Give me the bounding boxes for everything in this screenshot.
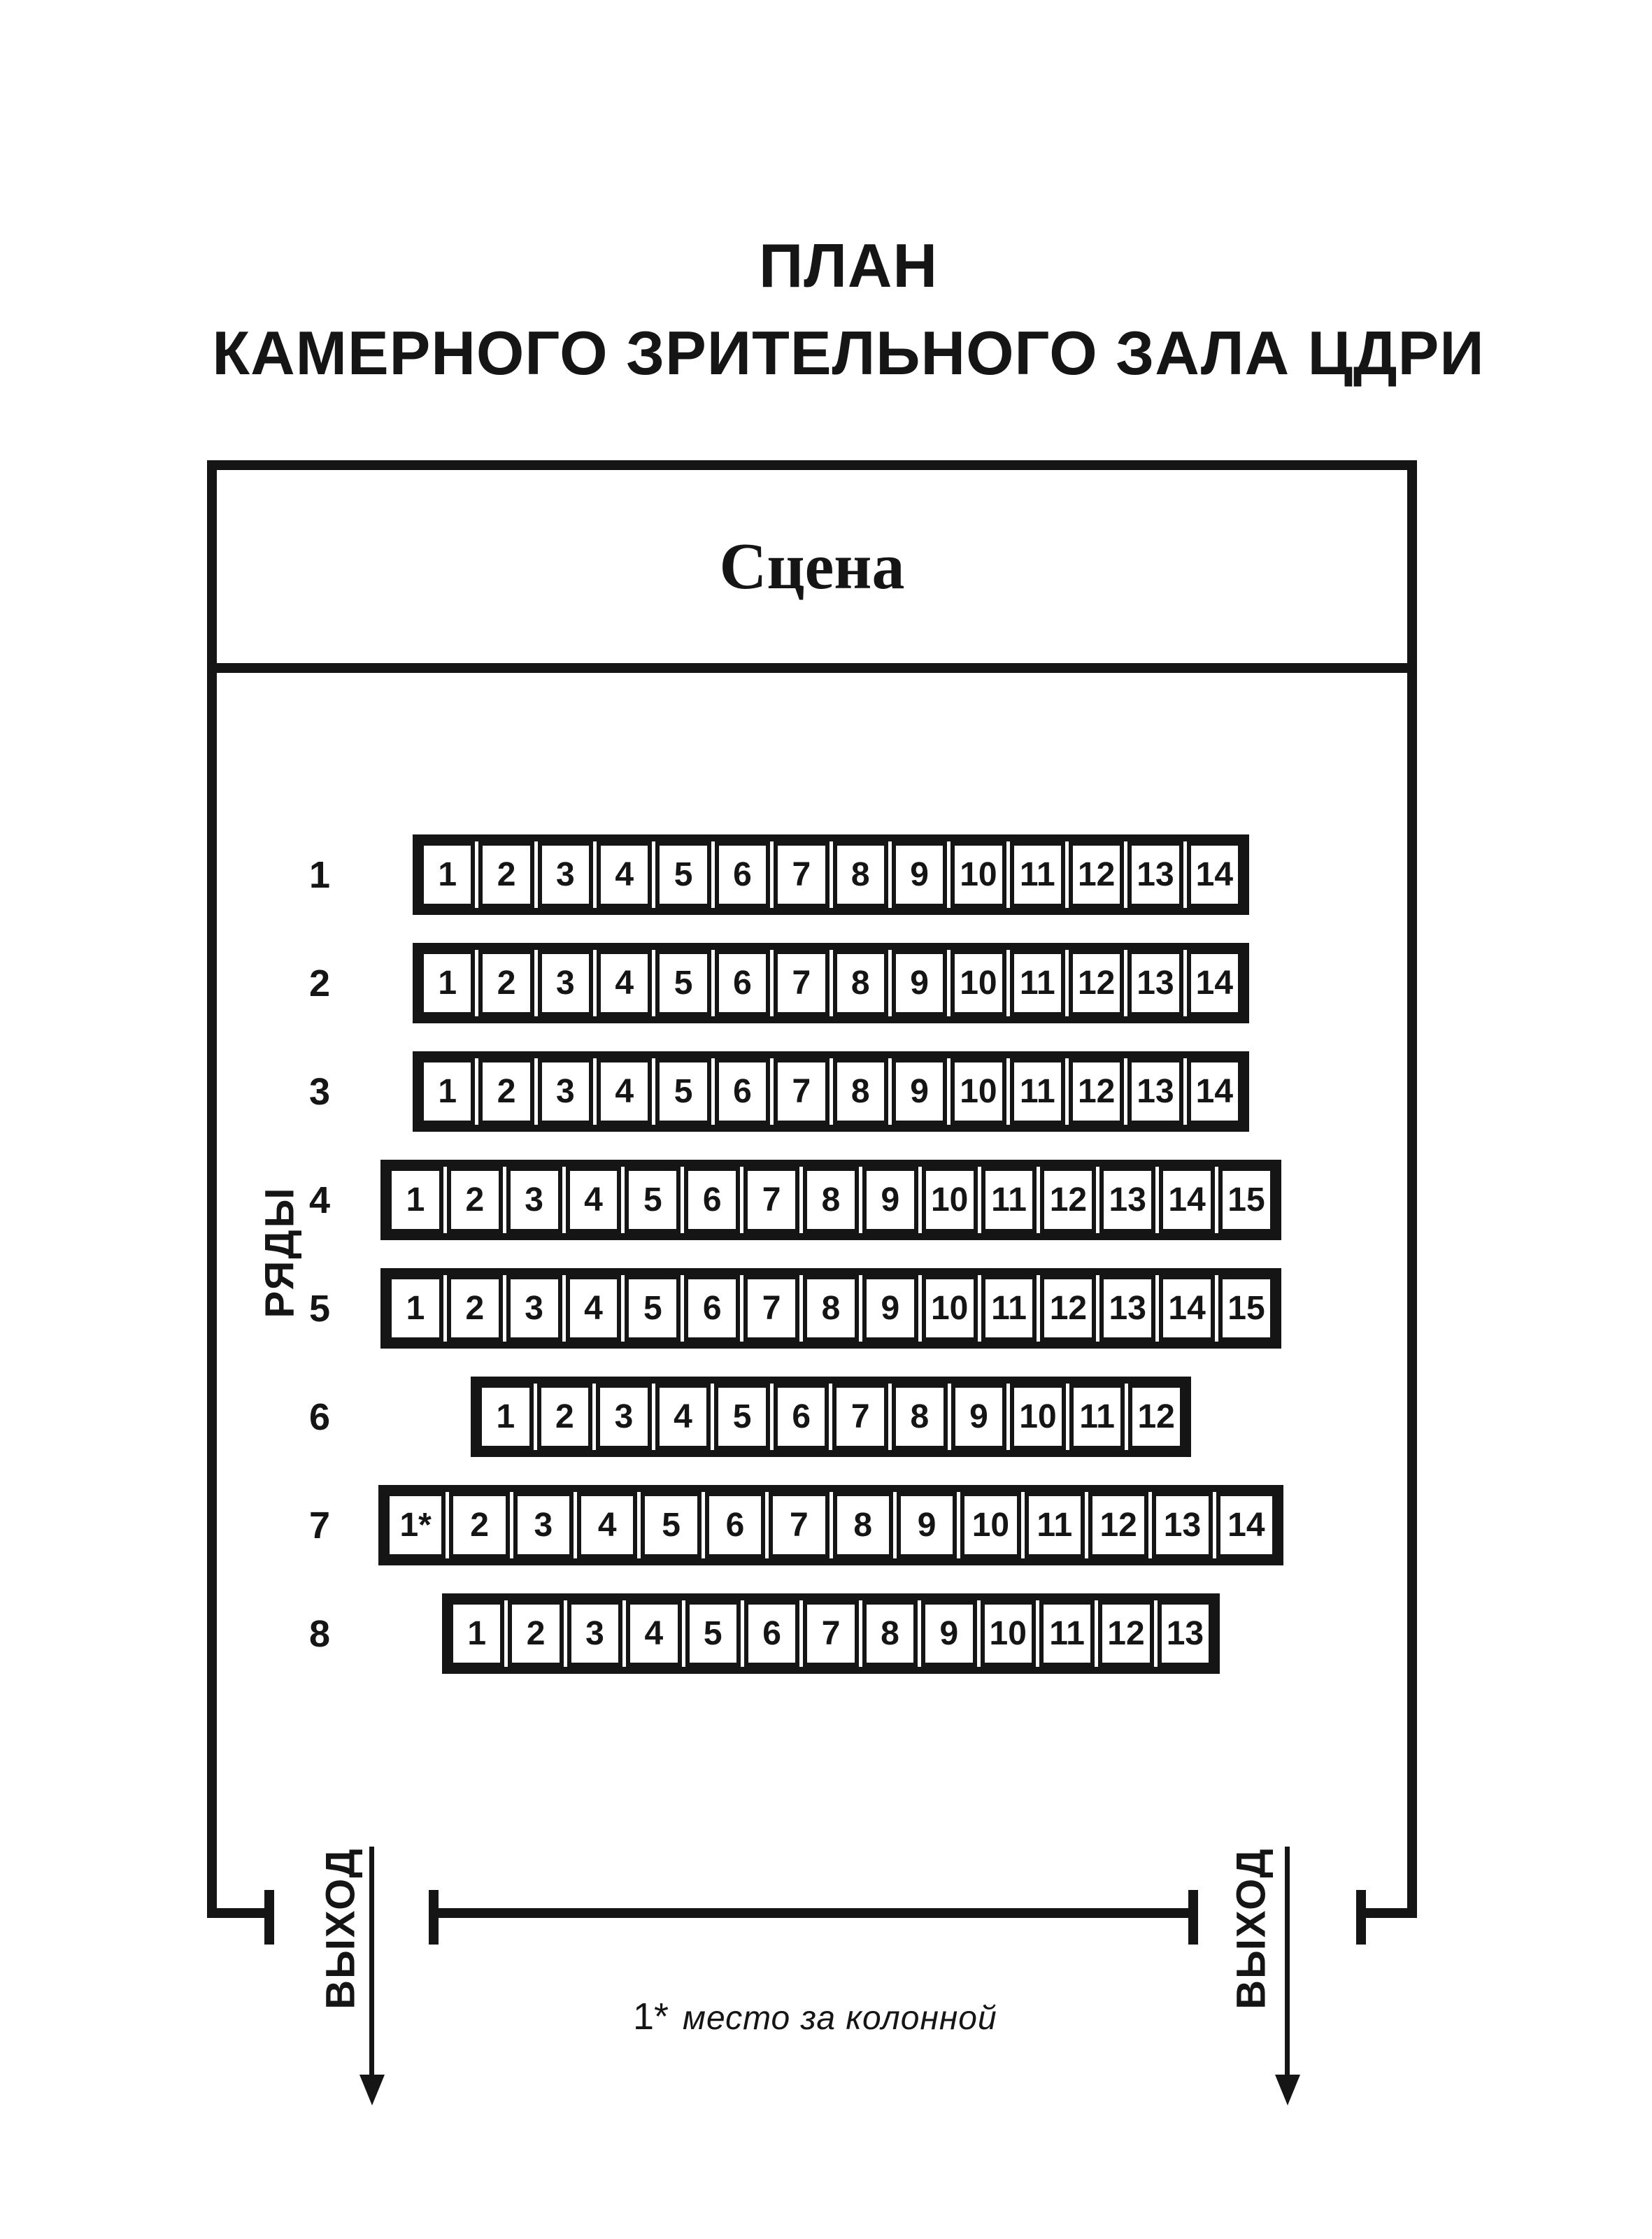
seat-1-7: 7 (774, 841, 829, 908)
hall-left-wall (207, 460, 217, 1918)
seat-7-2: 2 (449, 1492, 509, 1558)
seat-4-10: 10 (922, 1167, 978, 1233)
seat-1-11: 11 (1010, 841, 1065, 908)
seat-6-1: 1 (478, 1384, 534, 1450)
seat-row (413, 943, 1249, 1023)
seat-6-9: 9 (951, 1384, 1007, 1450)
seat-7-9: 9 (897, 1492, 957, 1558)
seat-4-2: 2 (447, 1167, 503, 1233)
seat-4-5: 5 (625, 1167, 681, 1233)
seat-7-5: 5 (641, 1492, 701, 1558)
seat-2-12: 12 (1069, 950, 1124, 1016)
seat-8-11: 11 (1039, 1600, 1095, 1667)
seat-6-8: 8 (892, 1384, 948, 1450)
seat-5-3: 3 (506, 1275, 562, 1342)
stage (207, 470, 1417, 663)
exit-arrow-left-head (359, 2075, 385, 2105)
seat-5-12: 12 (1040, 1275, 1096, 1342)
seat-row (380, 1160, 1281, 1240)
seat-5-1: 1 (387, 1275, 443, 1342)
seat-3-6: 6 (715, 1058, 770, 1125)
seat-1-6: 6 (715, 841, 770, 908)
seat-2-13: 13 (1127, 950, 1183, 1016)
row-label-3: 3 (308, 1070, 331, 1113)
seat-2-14: 14 (1187, 950, 1242, 1016)
seat-row (442, 1593, 1220, 1674)
seat-3-14: 14 (1187, 1058, 1242, 1125)
seat-3-5: 5 (655, 1058, 711, 1125)
seat-3-9: 9 (892, 1058, 947, 1125)
seat-4-11: 11 (981, 1167, 1037, 1233)
seat-1-5: 5 (655, 841, 711, 908)
seat-3-11: 11 (1010, 1058, 1065, 1125)
seat-7-14: 14 (1216, 1492, 1276, 1558)
seat-6-4: 4 (655, 1384, 711, 1450)
seat-4-9: 9 (862, 1167, 918, 1233)
seat-7-7: 7 (769, 1492, 829, 1558)
seat-7-11: 11 (1025, 1492, 1085, 1558)
seat-8-9: 9 (921, 1600, 976, 1667)
seat-6-11: 11 (1069, 1384, 1125, 1450)
seat-8-7: 7 (803, 1600, 858, 1667)
seat-2-5: 5 (655, 950, 711, 1016)
seat-2-11: 11 (1010, 950, 1065, 1016)
row-label-6: 6 (308, 1395, 331, 1438)
seat-2-6: 6 (715, 950, 770, 1016)
seat-8-3: 3 (567, 1600, 622, 1667)
seat-8-4: 4 (626, 1600, 681, 1667)
row-label-5: 5 (308, 1287, 331, 1330)
seat-4-7: 7 (743, 1167, 799, 1233)
stage-front-edge (207, 663, 1417, 673)
exit-arrow-right-line (1285, 1847, 1290, 2077)
seat-7-3: 3 (513, 1492, 574, 1558)
seat-7-6: 6 (705, 1492, 765, 1558)
seat-8-1: 1 (449, 1600, 504, 1667)
seat-8-2: 2 (508, 1600, 563, 1667)
seat-3-10: 10 (950, 1058, 1006, 1125)
seat-6-2: 2 (537, 1384, 593, 1450)
seat-5-4: 4 (566, 1275, 622, 1342)
seat-3-8: 8 (833, 1058, 888, 1125)
seat-5-11: 11 (981, 1275, 1037, 1342)
seat-row (380, 1268, 1281, 1349)
seat-5-13: 13 (1099, 1275, 1155, 1342)
seat-3-7: 7 (774, 1058, 829, 1125)
seat-7-12: 12 (1088, 1492, 1148, 1558)
seat-5-10: 10 (922, 1275, 978, 1342)
seat-8-12: 12 (1098, 1600, 1153, 1667)
page-title-line2: КАМЕРНОГО ЗРИТЕЛЬНОГО ЗАЛА ЦДРИ (212, 318, 1485, 388)
hall-right-wall (1407, 460, 1417, 1918)
seat-4-15: 15 (1218, 1167, 1274, 1233)
wall-end-cap-center-right (1188, 1890, 1198, 1945)
seat-4-6: 6 (684, 1167, 740, 1233)
seat-4-12: 12 (1040, 1167, 1096, 1233)
stage-label: Сцена (719, 530, 905, 603)
seat-7-8: 8 (833, 1492, 893, 1558)
seat-8-6: 6 (744, 1600, 799, 1667)
seat-1-12: 12 (1069, 841, 1124, 908)
seat-6-7: 7 (832, 1384, 888, 1450)
seat-2-4: 4 (597, 950, 652, 1016)
seat-3-4: 4 (597, 1058, 652, 1125)
seat-4-8: 8 (803, 1167, 859, 1233)
seat-5-6: 6 (684, 1275, 740, 1342)
seat-4-4: 4 (566, 1167, 622, 1233)
seat-4-1: 1 (387, 1167, 443, 1233)
page-title-line1: ПЛАН (758, 231, 939, 300)
seat-1-3: 3 (538, 841, 593, 908)
seat-8-10: 10 (981, 1600, 1036, 1667)
footnote-marker: 1* (633, 1996, 669, 2038)
row-label-8: 8 (308, 1612, 331, 1655)
rows-axis-label: РЯДЫ (257, 1186, 303, 1318)
seat-2-7: 7 (774, 950, 829, 1016)
row-label-2: 2 (308, 962, 331, 1004)
seat-3-1: 1 (420, 1058, 475, 1125)
seat-5-7: 7 (743, 1275, 799, 1342)
wall-end-cap-left-outer (264, 1890, 274, 1945)
seat-6-5: 5 (714, 1384, 770, 1450)
seat-5-8: 8 (803, 1275, 859, 1342)
seat-5-15: 15 (1218, 1275, 1274, 1342)
seat-8-13: 13 (1158, 1600, 1213, 1667)
seat-5-2: 2 (447, 1275, 503, 1342)
seat-3-3: 3 (538, 1058, 593, 1125)
row-label-7: 7 (308, 1504, 331, 1547)
seat-2-10: 10 (950, 950, 1006, 1016)
seat-7-4: 4 (577, 1492, 637, 1558)
seat-4-13: 13 (1099, 1167, 1155, 1233)
seat-1-4: 4 (597, 841, 652, 908)
seat-7-10: 10 (960, 1492, 1020, 1558)
seat-7-13: 13 (1152, 1492, 1212, 1558)
exit-label-left: ВЫХОД (318, 1847, 364, 2010)
seat-5-14: 14 (1159, 1275, 1215, 1342)
bottom-wall-center (434, 1908, 1193, 1918)
page-title (0, 222, 1652, 397)
exit-label-right: ВЫХОД (1228, 1847, 1274, 2010)
hall-top-wall (207, 460, 1417, 470)
bottom-wall-right-stub (1361, 1908, 1417, 1918)
footnote-text: место за колонной (683, 2000, 997, 2037)
footnote (633, 1995, 997, 2038)
seat-3-13: 13 (1127, 1058, 1183, 1125)
seat-6-6: 6 (774, 1384, 829, 1450)
seat-1-1: 1 (420, 841, 475, 908)
seat-6-10: 10 (1010, 1384, 1066, 1450)
seat-1-14: 14 (1187, 841, 1242, 908)
seat-1-2: 2 (478, 841, 534, 908)
exit-arrow-left-line (369, 1847, 374, 2077)
seat-2-8: 8 (833, 950, 888, 1016)
row-label-1: 1 (308, 853, 331, 896)
seat-1-9: 9 (892, 841, 947, 908)
seat-1-8: 8 (833, 841, 888, 908)
row-label-4: 4 (308, 1179, 331, 1221)
seat-8-5: 5 (685, 1600, 741, 1667)
seat-3-2: 2 (478, 1058, 534, 1125)
seat-1-13: 13 (1127, 841, 1183, 908)
seat-6-3: 3 (596, 1384, 652, 1450)
seat-2-3: 3 (538, 950, 593, 1016)
seat-8-8: 8 (862, 1600, 918, 1667)
seat-row (413, 1051, 1249, 1132)
seat-row (413, 834, 1249, 915)
seat-row (378, 1485, 1283, 1565)
seat-row (471, 1377, 1191, 1457)
exit-arrow-right-head (1275, 2075, 1300, 2105)
seat-4-3: 3 (506, 1167, 562, 1233)
seat-5-9: 9 (862, 1275, 918, 1342)
seat-5-5: 5 (625, 1275, 681, 1342)
seat-2-1: 1 (420, 950, 475, 1016)
seat-6-12: 12 (1128, 1384, 1184, 1450)
seat-7-1*: 1* (385, 1492, 446, 1558)
seat-3-12: 12 (1069, 1058, 1124, 1125)
seat-4-14: 14 (1159, 1167, 1215, 1233)
seat-1-10: 10 (950, 841, 1006, 908)
seat-2-2: 2 (478, 950, 534, 1016)
seat-2-9: 9 (892, 950, 947, 1016)
